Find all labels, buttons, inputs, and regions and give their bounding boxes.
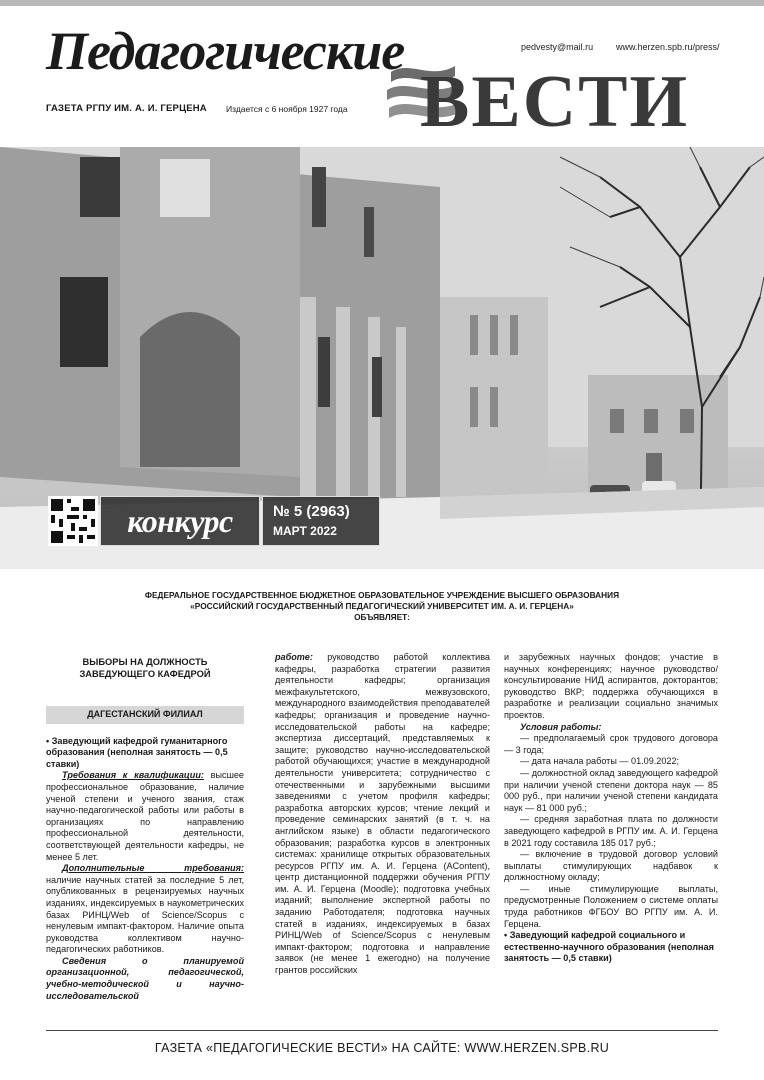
qualification-paragraph: Требования к квалификации: высшее профессиональное образование, наличие ученой степени и ученого звания, стаж научно-педагогической работы или работы в организациях по направлению профессиональной деятельности, соответствующей деятельности кафедры, не менее 5 лет. — [46, 770, 244, 862]
condition-item: — должностной оклад заведующего кафедрой при наличии ученой степени доктора наук — 85 000 руб., при наличии ученой степени кандидата наук — 81 000 руб.; — [504, 767, 718, 813]
masthead-since: Издается с 6 ноября 1927 года — [226, 104, 348, 114]
vacancy-title: • Заведующий кафедрой социального и естественно-научного образования (неполная занятость — 0,5 ставки) — [504, 930, 714, 964]
condition-item: — иные стимулирующие выплаты, предусмотренные Положением о системе оплаты труда работников ФГБОУ ВО РГПУ им. А. И. Герцена. — [504, 883, 718, 929]
condition-item: — включение в трудовой договор условий выплаты стимулирующих надбавок к должностному окладу; — [504, 849, 718, 883]
contact-email: pedvesty@mail.ru — [521, 42, 594, 52]
text-column-3 — [504, 652, 718, 965]
section-heading: ВЫБОРЫ НА ДОЛЖНОСТЬ ЗАВЕДУЮЩЕГО КАФЕДРОЙ — [79, 657, 211, 679]
contest-plate — [100, 496, 260, 546]
announcement-line: ОБЪЯВЛЯЕТ: — [354, 612, 410, 622]
announcement-header — [80, 590, 684, 623]
text-column-2 — [275, 652, 490, 977]
contact-website: www.herzen.spb.ru/press/ — [616, 42, 720, 52]
condition-item: — дата начала работы — 01.09.2022; — [520, 756, 680, 767]
text-column-1 — [46, 652, 244, 1002]
issue-number: № 5 (2963) — [273, 503, 350, 520]
issue-plate — [262, 496, 380, 546]
announcement-line: «РОССИЙСКИЙ ГОСУДАРСТВЕННЫЙ ПЕДАГОГИЧЕСКИЙ УНИВЕРСИТЕТ ИМ. А. И. ГЕРЦЕНА» — [190, 601, 574, 611]
conditions-label: Условия работы: — [520, 721, 602, 732]
masthead-subtitle: ГАЗЕТА РГПУ ИМ. А. И. ГЕРЦЕНА — [46, 103, 207, 114]
announcement-line: ФЕДЕРАЛЬНОЕ ГОСУДАРСТВЕННОЕ БЮДЖЕТНОЕ ОБРАЗОВАТЕЛЬНОЕ УЧРЕЖДЕНИЕ ВЫСШЕГО ОБРАЗОВАНИЯ — [144, 590, 620, 600]
top-bar — [0, 0, 764, 6]
footer-rule — [46, 1030, 718, 1031]
issue-date: МАРТ 2022 — [273, 524, 337, 538]
continuation-paragraph: и зарубежных научных фондов; участие в научных конференциях; научное руководство/консультирование НИД аспирантов, докторантов; руководство ВКР; поддержка обучающихся в разработке и реализации социально значимых проектов. — [504, 652, 718, 720]
vacancy-title: • Заведующий кафедрой гуманитарного образования (неполная занятость — 0,5 ставки) — [46, 735, 228, 769]
branch-band: ДАГЕСТАНСКИЙ ФИЛИАЛ — [46, 706, 244, 724]
condition-item: — предполагаемый срок трудового договора — 3 года; — [504, 733, 718, 755]
condition-item: — средняя заработная плата по должности заведующего кафедрой в РГПУ им. А. И. Герцена в 2021 году составила 185 017 руб.; — [504, 814, 718, 848]
contest-label: конкурс — [127, 502, 233, 539]
footer-website: ГАЗЕТА «ПЕДАГОГИЧЕСКИЕ ВЕСТИ» НА САЙТЕ: WWW.HERZEN.SPB.RU — [154, 1041, 610, 1055]
additional-requirements: Дополнительные требования: наличие научных статей за последние 5 лет, опубликованных в рецензируемых научных изданиях, индексируемых в наукометрических базах РИНЦ/Web of Science/Scopus с ненулевым импакт-фактором. Наличие опыта руководства коллективом научно-педагогических работников. — [46, 863, 244, 955]
masthead-vesti: ВЕСТИ — [420, 61, 690, 143]
planned-work-label: Сведения о планируемой организационной, педагогической, учебно-методической и научно-исследовательской — [46, 955, 244, 1001]
planned-work-paragraph: работе: руководство работой коллектива кафедры, разработка стратегии развития деятельности кафедры; организация межфакультетского, межвузовского, международного взаимодействия преподавателей кафедры; организация и проведение научно-исследовательской работы на кафедре; экспертиза диссертаций, представляемых к защите; руководство научно-исследовательской работой обучающихся; участие в международной деятельности университета; сотрудничество с отечественными и зарубежными высшими заведениями с учетом профиля кафедры; разработка авторских курсов; чтение лекций и проведение семинарских занятий (в т. ч. на английском языке) в области педагогического образования; разработка курсов в электронных системах: хранилище открытых образовательных ресурсов РГПУ им. А. И. Герцена (AContent), центр дистанционной поддержки обучения РГПУ им. А. И. Герцена (Moodle); подготовка учебных изданий; выполнение экспертной работы по заданию Работодателя; подготовка научных статей в изданиях, индексируемых в базах РИНЦ/Web of Science/Scopus с ненулевым импакт-фактором; подготовка и направление заявок (не менее 1 ежегодно) на получение грантов российских — [275, 652, 490, 976]
masthead-title: Педагогические — [46, 21, 405, 81]
qr-code[interactable] — [48, 496, 98, 546]
